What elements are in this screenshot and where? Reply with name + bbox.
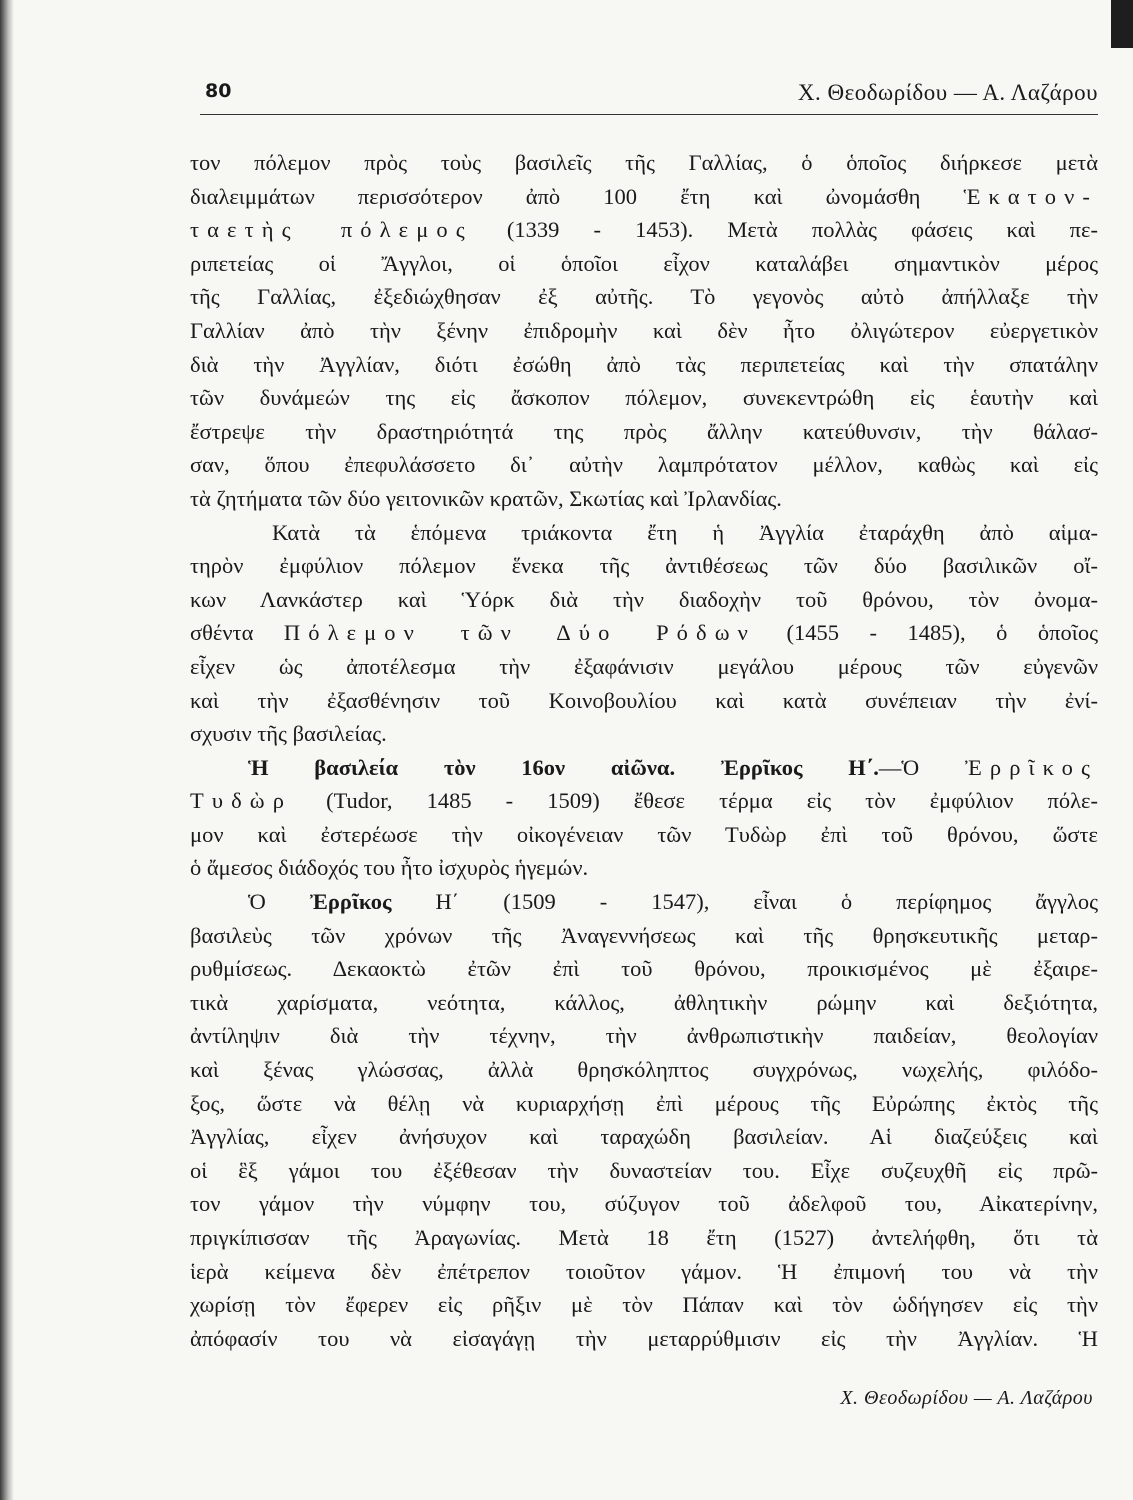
text-line [190,213,1098,247]
bold-term: Ἐρρῖκος [309,889,392,915]
text-line [190,784,1098,818]
text-line: ξος, ὥστε νὰ θέλῃ νὰ κυριαρχήσῃ ἐπὶ μέρους τῆς Εὐρώπης ἐκτὸς τῆς [190,1090,1098,1116]
text-line: ἀπόφασίν του νὰ εἰσαγάγῃ τὴν μεταρρύθμισιν εἰς τὴν Ἀγγλίαν. Ἡ [190,1325,1098,1351]
text-line [190,885,1098,919]
page-number: 80 [205,80,232,102]
text-line: τικὰ χαρίσματα, νεότητα, κάλλος, ἀθλητικὴν ρώμην καὶ δεξιότητα, [190,989,1098,1015]
running-head: Χ. Θεοδωρίδου — Α. Λαζάρου [797,80,1098,105]
header-rule [200,114,1098,115]
text-line: ρυθμίσεως. Δεκαοκτὼ ἐτῶν ἐπὶ τοῦ θρόνου, προικισμένος μὲ ἐξαιρε- [190,956,1098,982]
text-line: ριπετείας οἱ Ἄγγλοι, οἱ ὁποῖοι εἶχον καταλάβει σημαντικὸν μέρος [190,250,1098,276]
text-span: σθέντα [190,620,284,646]
text-line: ἔστρεψε τὴν δραστηριότητά της πρὸς ἄλλην κατεύθυνσιν, τὴν θάλασ- [190,418,1098,444]
text-line: κων Λανκάστερ καὶ Ὑόρκ διὰ τὴν διαδοχὴν τοῦ θρόνου, τὸν ὀνομα- [190,586,1098,612]
text-line: τηρὸν ἐμφύλιον πόλεμον ἕνεκα τῆς ἀντιθέσεως τῶν δύο βασιλικῶν οἴ- [190,553,1098,579]
text-span: (Tudor, 1485 - 1509) ἔθεσε τέρμα εἰς τὸν ἐμφύλιον πόλε- [292,788,1098,814]
section-heading: Ἡ βασιλεία τὸν 16ον αἰῶνα. Ἐρρῖκος Η΄. [248,754,879,780]
text-line: ἀντίληψιν διὰ τὴν τέχνην, τὴν ἀνθρωπιστικὴν παιδείαν, θεολογίαν [190,1023,1098,1049]
text-line: ἱερὰ κείμενα δὲν ἐπέτρεπον τοιοῦτον γάμον. Ἡ ἐπιμονή του νὰ τὴν [190,1258,1098,1284]
spaced-term: Ἑκατον- [963,183,1098,209]
scan-corner-mark [1111,0,1133,48]
text-line: οἱ ἓξ γάμοι του ἐξέθεσαν τὴν δυναστείαν του. Εἶχε συζευχθῆ εἰς πρῶ- [190,1157,1098,1183]
text-line: τὰ ζητήματα τῶν δύο γειτονικῶν κρατῶν, Σκωτίας καὶ Ἰρλανδίας. [190,485,782,511]
text-span: Η΄ (1509 - 1547), εἶναι ὁ περίφημος ἄγγλος [391,889,1098,915]
footer-signature: Χ. Θεοδωρίδου — Α. Λαζάρου [840,1387,1093,1409]
text-line [190,751,1098,785]
scan-edge-shadow [0,0,14,1500]
text-line: ὁ ἄμεσος διάδοχός του ἦτο ἰσχυρὸς ἡγεμών. [190,855,589,881]
text-line: διὰ τὴν Ἀγγλίαν, διότι ἐσώθη ἀπὸ τὰς περιπετείας καὶ τὴν σπατάλην [190,351,1098,377]
body-text [190,146,1098,1355]
text-span: διαλειμμάτων περισσότερον ἀπὸ 100 ἔτη καὶ ὠνομάσθη [190,183,964,209]
text-line: σχυσιν τῆς βασιλείας. [190,721,387,747]
text-line: μον καὶ ἐστερέωσε τὴν οἰκογένειαν τῶν Τυδὼρ ἐπὶ τοῦ θρόνου, ὥστε [190,821,1098,847]
text-line [190,616,1098,650]
text-span: (1455 - 1485), ὁ ὁποῖος [755,620,1098,646]
text-line: σαν, ὅπου ἐπεφυλάσσετο δι᾽ αὐτὴν λαμπρότατον μέλλον, καθὼς καὶ εἰς [190,452,1098,478]
text-line: τῶν δυνάμεών της εἰς ἄσκοπον πόλεμον, συνεκεντρώθη εἰς ἑαυτὴν καὶ [190,385,1098,411]
text-line: καὶ τὴν ἐξασθένησιν τοῦ Κοινοβουλίου καὶ κατὰ συνέπειαν τὴν ἐνί- [190,687,1098,713]
spaced-term: ταετὴς πόλεμος [190,217,473,243]
spaced-term: Τυδὼρ [190,788,293,814]
text-line: βασιλεὺς τῶν χρόνων τῆς Ἀναγεννήσεως καὶ τῆς θρησκευτικῆς μεταρ- [190,922,1098,948]
text-line: εἶχεν ὡς ἀποτέλεσμα τὴν ἐξαφάνισιν μεγάλου μέρους τῶν εὐγενῶν [190,653,1098,679]
page-header [200,78,1098,118]
text-line: τον πόλεμον πρὸς τοὺς βασιλεῖς τῆς Γαλλίας, ὁ ὁποῖος διήρκεσε μετὰ [190,150,1098,175]
text-line: καὶ ξένας γλώσσας, ἀλλὰ θρησκόληπτος συγχρόνως, νωχελής, φιλόδο- [190,1057,1098,1083]
text-line: πριγκίπισσαν τῆς Ἀραγωνίας. Μετὰ 18 ἔτη (1527) ἀντελήφθη, ὅτι τὰ [190,1225,1098,1250]
text-span: —Ὁ [878,754,965,780]
text-line: Κατὰ τὰ ἑπόμενα τριάκοντα ἔτη ἡ Ἀγγλία ἐταράχθη ἀπὸ αἱμα- [272,519,1098,545]
text-line: Ἀγγλίας, εἶχεν ἀνήσυχον καὶ ταραχώδη βασιλείαν. Αἱ διαζεύξεις καὶ [190,1124,1098,1150]
text-span: Ὁ [248,889,310,915]
text-line: τον γάμον τὴν νύμφην του, σύζυγον τοῦ ἀδελφοῦ του, Αἰκατερίνην, [190,1191,1098,1217]
text-line: τῆς Γαλλίας, ἐξεδιώχθησαν ἐξ αὐτῆς. Τὸ γεγονὸς αὐτὸ ἀπήλλαξε τὴν [190,284,1098,310]
text-line: Γαλλίαν ἀπὸ τὴν ξένην ἐπιδρομὴν καὶ δὲν ἦτο ὀλιγώτερον εὐεργετικὸν [190,317,1098,343]
text-span: (1339 - 1453). Μετὰ πολλὰς φάσεις καὶ πε- [472,217,1098,243]
spaced-term: Πόλεμον τῶν Δύο Ρόδων [283,620,756,646]
text-line: χωρίσῃ τὸν ἔφερεν εἰς ρῆξιν μὲ τὸν Πάπαν καὶ τὸν ὡδήγησεν εἰς τὴν [190,1292,1098,1318]
text-line [190,180,1098,214]
spaced-term: Ἐρρῖκος [964,754,1098,780]
